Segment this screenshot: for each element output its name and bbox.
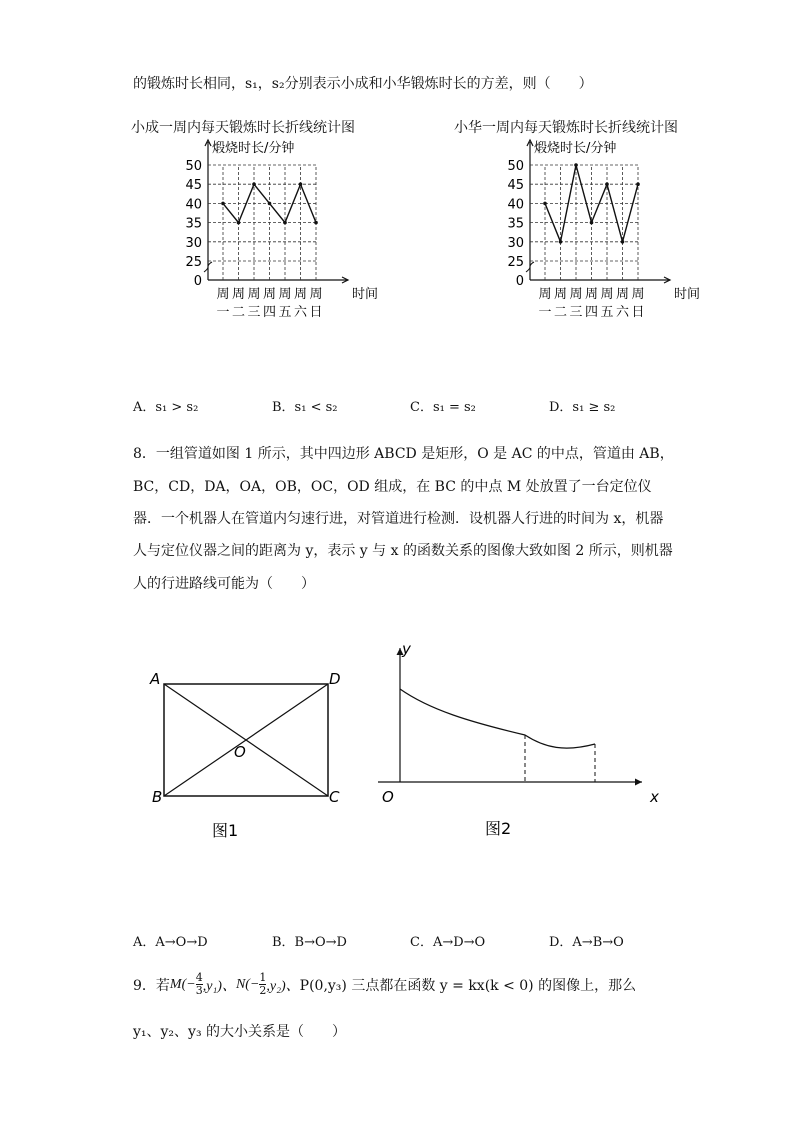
q8-line-4: 人与定位仪器之间的距离为 y，表示 y 与 x 的函数关系的图像大致如图 2 所示，则机器	[133, 543, 673, 559]
q8-option-d[interactable]: D．A→B→O	[549, 935, 624, 950]
figure-2-caption: 图2	[485, 819, 512, 838]
data-point	[621, 240, 625, 244]
label-a: A	[150, 670, 161, 688]
q8-option-c[interactable]: C．A→D→O	[410, 935, 486, 950]
origin-label: O	[382, 788, 394, 806]
y-tick-label: 40	[507, 197, 524, 213]
x-tick-label-top: 周	[293, 287, 308, 302]
q8-line-1: 8．一组管道如图 1 所示，其中四边形 ABCD 是矩形，O 是 AC 的中点，管道由 AB，	[133, 446, 674, 462]
q9-n-den: 2	[259, 984, 267, 997]
q8-line-3: 器．一个机器人在管道内匀速行进，对管道进行检测．设机器人行进的时间为 x，机器	[133, 511, 664, 527]
q8-line-2: BC，CD，DA，OA，OB，OC，OD 组成，在 BC 的中点 M 处放置了一台定位仪	[133, 479, 652, 495]
data-point	[636, 182, 640, 186]
data-point	[559, 240, 563, 244]
x-tick-label-bottom: 一	[538, 305, 552, 320]
q7-intro: 的锻炼时长相同，s₁，s₂分别表示小成和小华锻炼时长的方差，则（ ）	[133, 76, 593, 92]
x-tick-label-top: 周	[538, 287, 552, 302]
q9-prefix: 9．若	[133, 977, 170, 994]
y-tick-label: 35	[507, 216, 524, 232]
x-tick-label-top: 周	[600, 287, 614, 302]
figure-1-caption: 图1	[212, 821, 239, 840]
x-tick-label-bottom: 三	[569, 305, 583, 320]
data-point	[314, 221, 318, 225]
y-tick-label: 45	[185, 178, 202, 194]
y-tick-label: 25	[507, 255, 524, 270]
y-tick-label: 0	[515, 274, 524, 289]
x-tick-label-bottom: 四	[584, 305, 599, 320]
y-tick-label: 30	[507, 235, 524, 251]
x-tick-label-top: 周	[247, 287, 261, 302]
x-tick-label-top: 周	[309, 287, 323, 302]
chart-xiaohua	[452, 138, 701, 328]
q9-n-num: 1	[259, 971, 267, 984]
y-tick-label: 25	[185, 255, 202, 270]
x-tick-label-bottom: 日	[631, 305, 645, 320]
x-tick-label-bottom: 六	[615, 305, 630, 320]
y-axis-label: 煅烧时长/分钟	[534, 141, 617, 156]
q9-p-text: P(0,y₃) 三点都在函数 y = kx(k < 0) 的图像上，那么	[299, 977, 637, 994]
axis-x-label: x	[650, 788, 659, 806]
q8-option-a[interactable]: A．A→O→D	[133, 935, 208, 950]
data-point	[574, 163, 578, 167]
q9-m-point: M(−	[169, 976, 196, 992]
figure-2-graph	[370, 640, 670, 840]
y-tick-label: 30	[185, 235, 202, 251]
q9-m-tail: ,y₁)、	[202, 978, 236, 994]
q7-option-b[interactable]: B．s₁ < s₂	[272, 400, 338, 415]
y-tick-label: 35	[185, 216, 202, 232]
x-tick-label-bottom: 二	[231, 305, 246, 320]
data-point	[252, 182, 256, 186]
x-tick-label-bottom: 六	[293, 305, 308, 320]
q9-n-fraction	[259, 972, 266, 997]
x-tick-label-bottom: 三	[247, 305, 261, 320]
data-point	[268, 202, 272, 206]
y-tick-label: 50	[185, 159, 202, 174]
data-point	[299, 182, 303, 186]
chart1-title: 小成一周内每天锻炼时长折线统计图	[131, 120, 355, 136]
x-tick-label-top: 周	[615, 287, 630, 302]
q9-line-2: y₁、y₂、y₃ 的大小关系是（ ）	[133, 1024, 347, 1040]
q7-option-d[interactable]: D．s₁ ≥ s₂	[549, 400, 616, 415]
x-tick-label-bottom: 二	[553, 305, 568, 320]
q9-m-num: 4	[195, 971, 203, 984]
y-tick-label: 45	[507, 178, 524, 194]
x-axis-label: 时间	[674, 287, 701, 302]
q9-n-tail: ,y₂)、	[266, 978, 300, 994]
x-tick-label-top: 周	[262, 287, 277, 302]
x-tick-label-bottom: 日	[309, 305, 323, 320]
x-tick-label-bottom: 四	[262, 305, 277, 320]
y-axis-label: 煅烧时长/分钟	[212, 141, 295, 156]
figure-1-rectangle	[140, 660, 360, 850]
x-tick-label-top: 周	[553, 287, 568, 302]
x-axis-label: 时间	[352, 287, 379, 302]
q9-line-1	[133, 972, 636, 997]
x-tick-label-top: 周	[631, 287, 645, 302]
q9-m-den: 3	[195, 984, 203, 997]
y-tick-label: 40	[185, 197, 202, 213]
chart-xiaocheng	[130, 138, 379, 328]
x-tick-label-top: 周	[569, 287, 583, 302]
label-c: C	[329, 788, 340, 806]
label-b: B	[152, 788, 163, 806]
chart2-title: 小华一周内每天锻炼时长折线统计图	[454, 120, 678, 136]
data-point	[605, 182, 609, 186]
data-point	[590, 221, 594, 225]
x-tick-label-bottom: 五	[600, 305, 614, 320]
data-point	[237, 221, 241, 225]
x-tick-label-top: 周	[278, 287, 292, 302]
q9-n-point: N(−	[235, 976, 260, 992]
q7-option-c[interactable]: C．s₁ = s₂	[410, 400, 476, 415]
x-tick-label-bottom: 五	[278, 305, 292, 320]
axis-y-label: y	[402, 640, 411, 658]
x-tick-label-top: 周	[231, 287, 246, 302]
x-tick-label-top: 周	[584, 287, 599, 302]
q8-line-5: 人的行进路线可能为（ ）	[133, 576, 315, 592]
x-tick-label-top: 周	[216, 287, 230, 302]
q9-m-fraction	[196, 972, 203, 997]
y-tick-label: 50	[507, 159, 524, 174]
label-o: O	[234, 743, 246, 761]
y-tick-label: 0	[193, 274, 202, 289]
label-d: D	[329, 670, 341, 688]
x-tick-label-bottom: 一	[216, 305, 230, 320]
data-point	[221, 202, 225, 206]
q8-option-b[interactable]: B．B→O→D	[272, 935, 347, 950]
data-point	[283, 221, 287, 225]
q7-option-a[interactable]: A．s₁ > s₂	[133, 400, 199, 415]
data-point	[543, 202, 547, 206]
